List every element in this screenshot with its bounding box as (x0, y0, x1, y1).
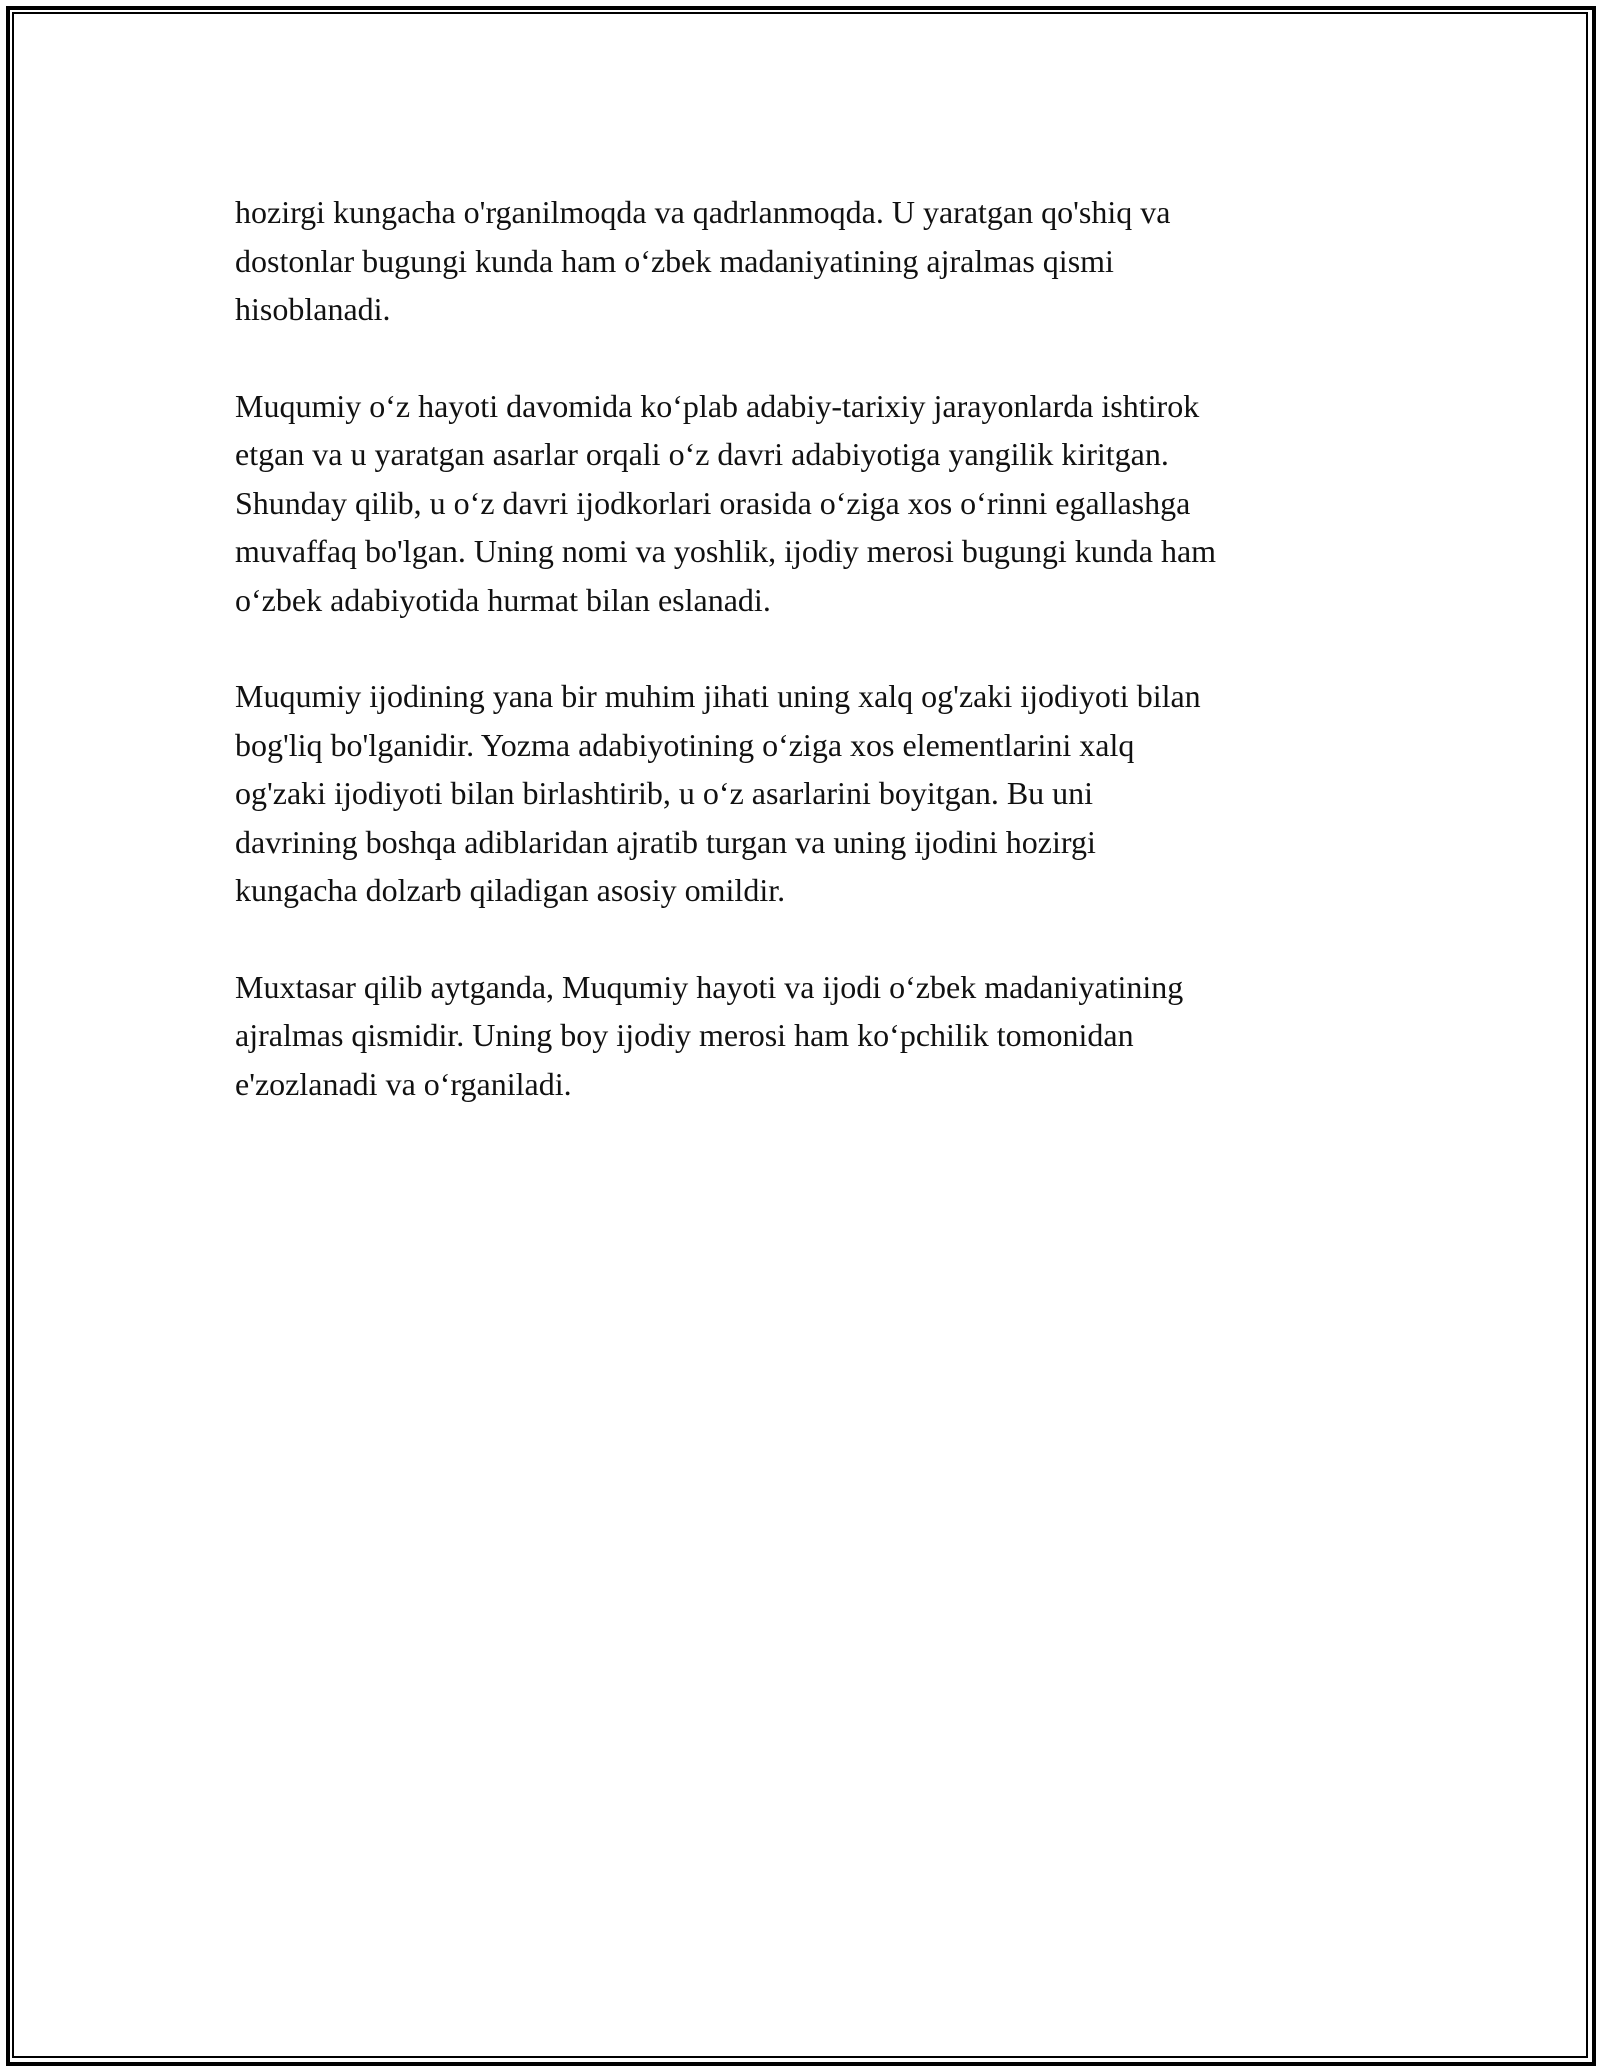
text-line: ajralmas qismidir. Uning boy ijodiy merosi ham ko‘pchilik tomonidan (235, 1017, 1134, 1053)
document-body (235, 188, 1385, 1156)
text-line: Shunday qilib, u o‘z davri ijodkorlari orasida o‘ziga xos o‘rinni egallashga (235, 484, 1191, 521)
text-line: og'zaki ijodiyoti bilan birlashtirib, u o‘z asarlarini boyitgan. Bu uni (235, 775, 1094, 811)
text-line: Muqumiy o‘z hayoti davomida ko‘plab adabiy-tarixiy jarayonlarda ishtirok (235, 387, 1200, 424)
text-line: Muqumiy ijodining yana bir muhim jihati uning xalq og'zaki ijodiyoti bilan (235, 678, 1201, 714)
text-line: o‘zbek adabiyotida hurmat bilan eslanadi. (235, 581, 771, 618)
text-line: Muxtasar qilib aytganda, Muqumiy hayoti va ijodi o‘zbek madaniyatining (235, 968, 1184, 1005)
text-line: kungacha dolzarb qiladigan asosiy omildir. (235, 872, 786, 908)
text-line: hisoblanadi. (235, 291, 391, 327)
text-line: bog'liq bo'lganidir. Yozma adabiyotining o‘ziga xos elementlarini xalq (235, 726, 1135, 763)
paragraph-3 (235, 672, 1385, 915)
text-line: dostonlar bugungi kunda ham o‘zbek madaniyatining ajralmas qismi (235, 242, 1114, 279)
paragraph-1 (235, 188, 1385, 334)
text-line: davrining boshqa adiblaridan ajratib turgan va uning ijodini hozirgi (235, 823, 1096, 860)
text-line: etgan va u yaratgan asarlar orqali o‘z davri adabiyotiga yangilik kiritgan. (235, 436, 1169, 472)
paragraph-4 (235, 963, 1385, 1109)
text-line: muvaffaq bo'lgan. Uning nomi va yoshlik, ijodiy merosi bugungi kunda ham (235, 533, 1217, 569)
text-line: hozirgi kungacha o'rganilmoqda va qadrlanmoqda. U yaratgan qo'shiq va (235, 194, 1171, 230)
paragraph-2 (235, 382, 1385, 625)
text-line: e'zozlanadi va o‘rganiladi. (235, 1065, 572, 1102)
